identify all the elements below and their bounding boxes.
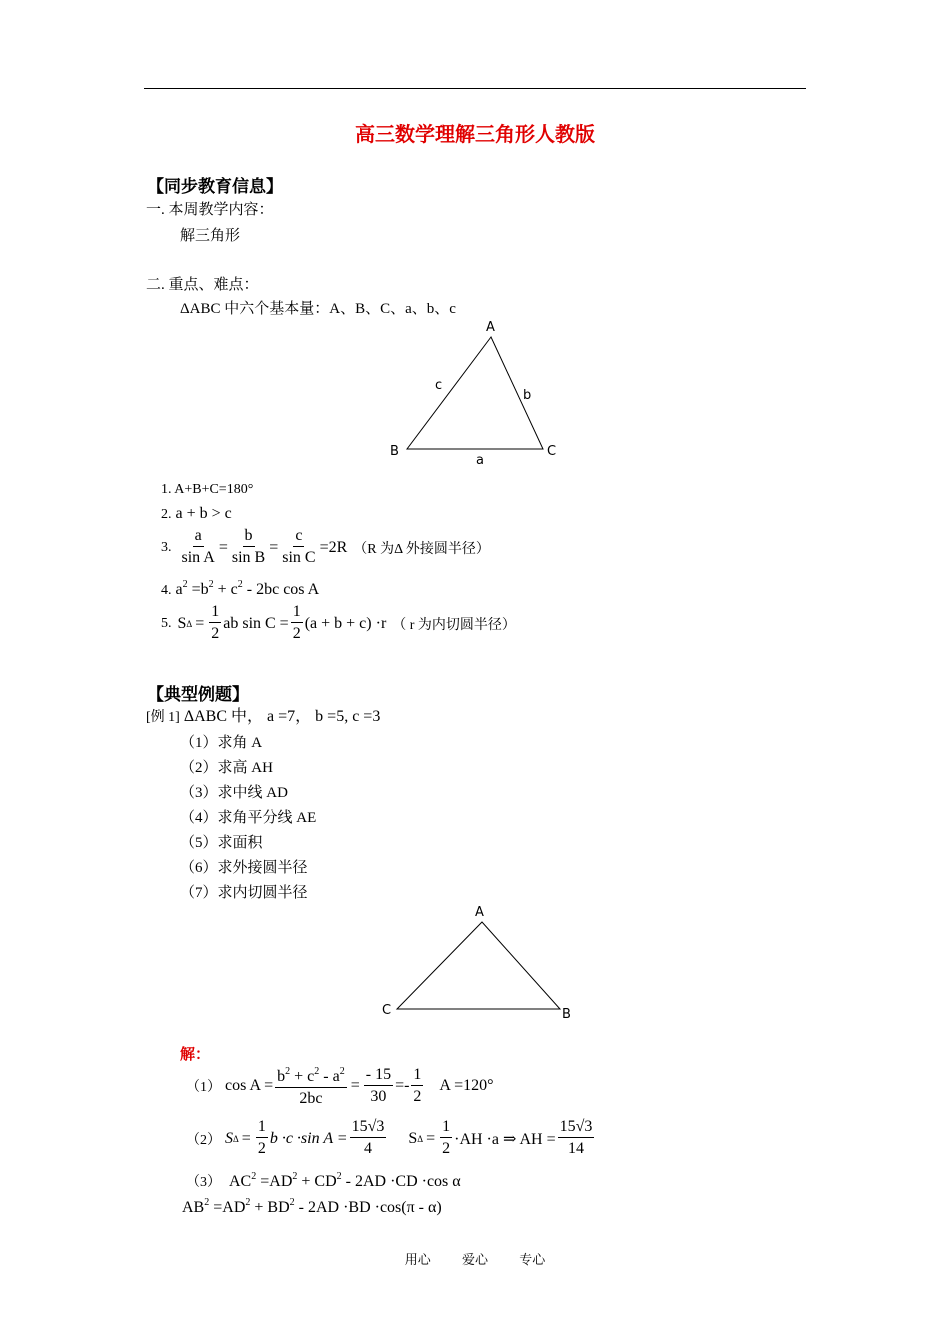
vertex-label-C: C — [382, 1003, 392, 1018]
solution-label: 解： — [180, 1047, 211, 1063]
triangle-diagram-1 — [380, 315, 570, 465]
example-item-5: （5）求面积 — [180, 835, 263, 851]
formula-sine-law: 3. $\frac{a}{\text{sin A}}$ = $\frac{b}{\text{sin B}}$ = $\frac{c}{\text{sin C}}$ =2R （R 为Δ 外接圆半径） — [161, 527, 490, 566]
example-item-3: （3）求中线 AD — [180, 785, 288, 801]
page-footer — [0, 1249, 950, 1268]
formula-angle-sum: 1. A+B+C=180° — [161, 482, 254, 497]
topic-text: 解三角形 — [180, 228, 241, 244]
example-item-7: （7）求内切圆半径 — [180, 885, 308, 901]
footer-item: 用心 — [404, 1252, 431, 1267]
vertex-label-A: A — [486, 320, 495, 335]
triangle-2-shape — [397, 922, 560, 1009]
vertex-label-B: B — [562, 1007, 571, 1022]
example-1-statement: [例 1] ΔABC 中， a =7， b =5, c =3 — [146, 708, 381, 725]
solution-step-1: （1） cos A = $\frac{b^2 + c^2 - a^2}{2bc}$ = $\frac{- 15}{30}$ =- $\frac{1}{2}$ A =120° — [186, 1062, 494, 1110]
solution-step-2: （2） S Δ = $\frac{1}{2}$ b ·c ·sin A = $\frac{15√3}{4}$ S Δ = $\frac{1}{2}$ ·AH ·a ⇒ AH = $\frac{15√3}{14}$ — [186, 1118, 593, 1157]
header-rule — [144, 88, 806, 89]
vertex-label-B: B — [390, 444, 399, 459]
footer-item: 专心 — [519, 1252, 546, 1267]
heading-teaching-content: 一. 本周教学内容： — [146, 202, 274, 218]
basic-quantities: ΔABC 中六个基本量：A、B、C、a、b、c — [180, 301, 456, 317]
side-label-c: c — [435, 378, 443, 393]
triangle-diagram-2 — [375, 900, 585, 1025]
formula-triangle-inequality: 2. a + b > c — [161, 505, 232, 522]
page-title: 高三数学理解三角形人教版 — [355, 124, 595, 146]
side-label-b: b — [523, 388, 532, 403]
example-item-1: （1）求角 A — [180, 735, 263, 751]
example-item-4: （4）求角平分线 AE — [180, 810, 317, 826]
formula-cosine-law: 4. $a^2 =b^2 + c^2 - 2bc$ cos A — [161, 579, 320, 598]
heading-key-points: 二. 重点、难点： — [146, 277, 259, 293]
vertex-label-C: C — [547, 444, 557, 459]
section-examples-heading: 【典型例题】 — [147, 685, 249, 704]
solution-step-3-line-1: （3） $AC^2 =AD^2 + CD^2 - 2AD \cdot CD \cdot\cos$ α — [186, 1171, 461, 1190]
example-item-2: （2）求高 AH — [180, 760, 273, 776]
example-item-6: （6）求外接圆半径 — [180, 860, 308, 876]
section-sync-heading: 【同步教育信息】 — [147, 177, 283, 196]
vertex-label-A: A — [475, 905, 484, 920]
solution-step-3-line-2: $AB^2 =AD^2 + BD^2 - 2AD \cdot BD \cdot\cos(\pi - \alpha)$ — [182, 1197, 442, 1216]
side-label-a: a — [476, 453, 484, 465]
footer-item: 爱心 — [461, 1252, 488, 1267]
formula-area: 5. S Δ = $\frac{1}{2}$ ab sin C = $\frac{1}{2}$ (a + b + c) ·r （ r 为内切圆半径） — [161, 603, 516, 642]
